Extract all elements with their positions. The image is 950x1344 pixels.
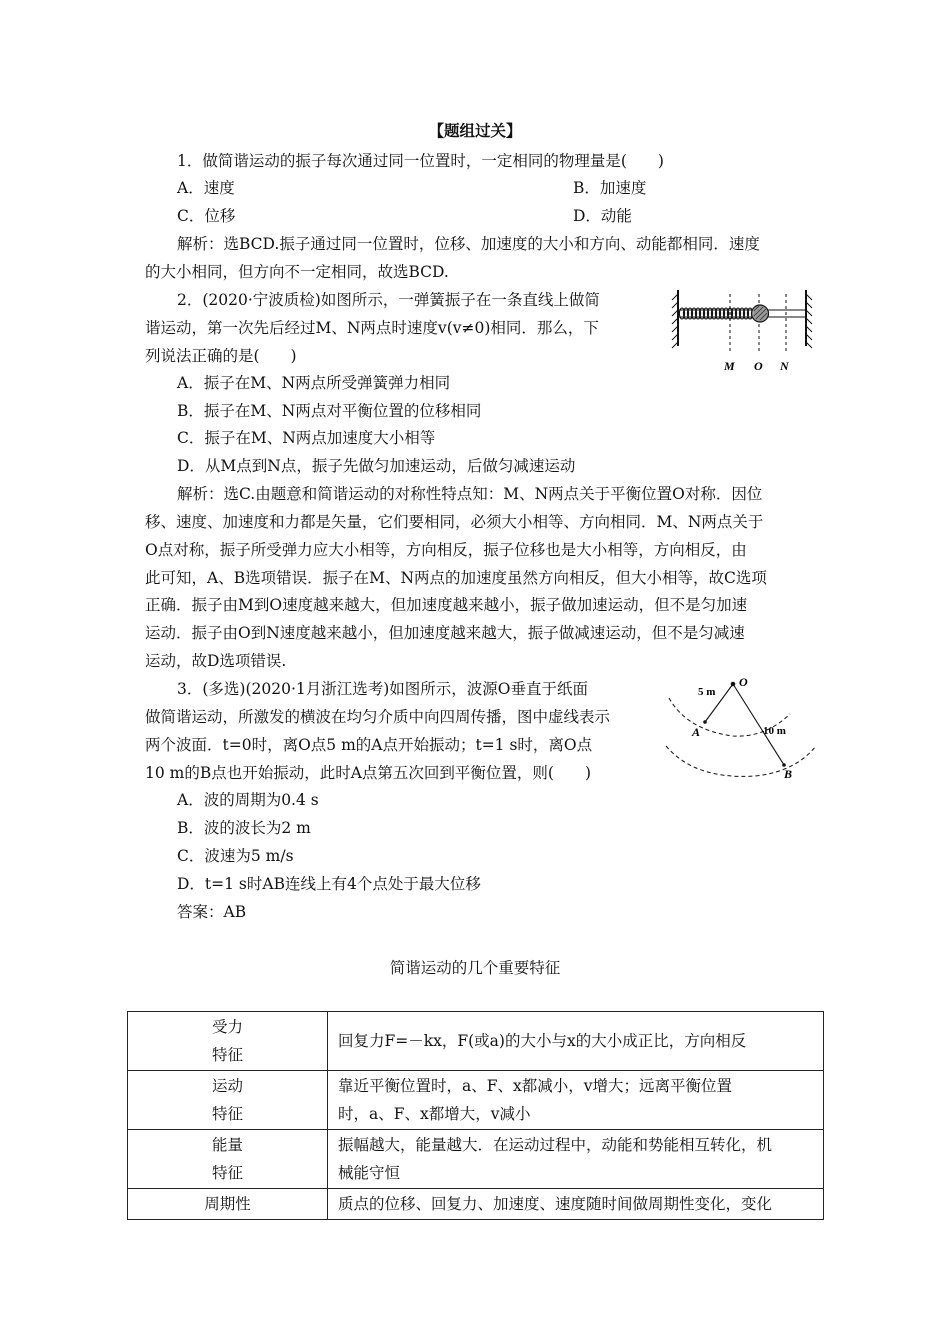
label-5m: 5 m [698, 686, 716, 698]
row-key-force [128, 1012, 328, 1071]
q3-option-a: A．波的周期为0.4 s [177, 791, 319, 809]
row-key-line: 特征 [211, 1164, 243, 1182]
row-value-motion [328, 1071, 824, 1130]
q2-analysis-line-1: 解析：选C.由题意和简谐运动的对称性特点知：M、N两点关于平衡位置O对称．因位 [177, 485, 763, 503]
q1-option-c: C．位移 [177, 207, 236, 225]
q3-option-b: B．波的波长为2 m [177, 819, 311, 837]
row-key-line: 运动 [211, 1077, 243, 1095]
point-a [703, 720, 707, 724]
q3-stem-line-3: 两个波面．t=0时，离O点5 m的A点开始振动；t=1 s时，离O点 [145, 736, 593, 754]
q3-option-d: D．t=1 s时AB连线上有4个点处于最大位移 [177, 875, 481, 893]
row-key-line: 特征 [211, 1046, 243, 1064]
q3-stem-line-1: 3．(多选)(2020·1月浙江选考)如图所示，波源O垂直于纸面 [177, 680, 588, 698]
q2-analysis-line-2: 移、速度、加速度和力都是矢量，它们要相同，必须大小相等、方向相同．M、N两点关于 [145, 513, 764, 531]
row-key-line: 受力 [211, 1018, 243, 1036]
row-value-force [328, 1012, 824, 1071]
q2-analysis-line-3: O点对称，振子所受弹力应大小相等，方向相反，振子位移也是大小相等，方向相反，由 [145, 541, 747, 559]
q3-stem-line-2: 做简谐运动，所激发的横波在均匀介质中向四周传播，图中虚线表示 [145, 708, 611, 726]
q2-analysis-line-4: 此可知，A、B选项错误．振子在M、N两点的加速度虽然方向相反，但大小相等，故C选项 [145, 569, 767, 587]
row-key-energy [128, 1130, 328, 1189]
q3-stem-line-4: 10 m的B点也开始振动，此时A点第五次回到平衡位置，则( ) [145, 764, 592, 782]
row-key-periodicity [128, 1189, 328, 1220]
q1-stem: 1．做简谐运动的振子每次通过同一位置时，一定相同的物理量是( ) [177, 152, 664, 170]
label-a: A [692, 725, 701, 739]
label-m: M [724, 359, 735, 373]
q2-stem-line-2: 谐运动，第一次先后经过M、N两点时速度v(v≠0)相同．那么，下 [145, 319, 599, 337]
q2-option-c: C．振子在M、N两点加速度大小相等 [177, 429, 436, 447]
row-key-line: 能量 [211, 1136, 243, 1154]
table-row [128, 1189, 824, 1220]
label-n: N [780, 359, 789, 373]
q2-stem-line-1: 2．(2020·宁波质检)如图所示，一弹簧振子在一条直线上做简 [177, 291, 600, 309]
row-value-line: 靠近平衡位置时，a、F、x都减小，v增大；远离平衡位置 [338, 1077, 732, 1095]
row-value-line: 械能守恒 [338, 1164, 401, 1182]
spring-oscillator-figure [668, 284, 818, 380]
wavefront-outer [666, 746, 816, 776]
section-header: 【题组过关】 [428, 121, 522, 140]
table-title: 简谐运动的几个重要特征 [389, 959, 561, 977]
label-b: B [784, 767, 793, 781]
row-key-motion [128, 1071, 328, 1130]
row-key-line: 特征 [211, 1105, 243, 1123]
label-o: O [754, 359, 763, 373]
source-point-o [731, 682, 736, 687]
wave-source-figure [660, 672, 820, 784]
q2-analysis-line-6: 运动．振子由O到N速度越来越小，但加速度越来越大，振子做减速运动，但不是匀减速 [145, 624, 745, 642]
q1-analysis-line-2: 的大小相同，但方向不一定相同，故选BCD. [145, 263, 449, 281]
row-value-periodicity [328, 1189, 824, 1220]
row-value-line: 振幅越大，能量越大．在运动过程中，动能和势能相互转化，机 [338, 1136, 773, 1154]
q1-option-a: A．速度 [177, 179, 235, 197]
table-row [128, 1012, 824, 1071]
q3-option-c: C．波速为5 m/s [177, 847, 294, 865]
q1-analysis-line-1: 解析：选BCD.振子通过同一位置时，位移、加速度的大小和方向、动能都相同．速度 [177, 235, 760, 253]
q1-option-b: B．加速度 [573, 179, 647, 197]
row-value-line: 回复力F=－kx，F(或a)的大小与x的大小成正比，方向相反 [338, 1032, 747, 1050]
table-row [128, 1071, 824, 1130]
row-value-energy [328, 1130, 824, 1189]
label-o: O [739, 675, 748, 689]
q3-answer: 答案：AB [177, 903, 247, 921]
q1-option-d: D．动能 [573, 207, 632, 225]
q2-analysis-line-7: 运动，故D选项错误. [145, 652, 287, 670]
q2-analysis-line-5: 正确．振子由M到O速度越来越大，但加速度越来越小，振子做加速运动，但不是匀加速 [145, 596, 748, 614]
q2-stem-line-3: 列说法正确的是( ) [145, 347, 297, 365]
q2-option-b: B．振子在M、N两点对平衡位置的位移相同 [177, 402, 482, 420]
row-value-line: 时，a、F、x都增大，v减小 [338, 1105, 531, 1123]
row-value-line: 质点的位移、回复力、加速度、速度随时间做周期性变化，变化 [338, 1195, 773, 1213]
table-row [128, 1130, 824, 1189]
q2-option-d: D．从M点到N点，振子先做匀加速运动，后做匀减速运动 [177, 457, 576, 475]
q2-option-a: A．振子在M、N两点所受弹簧弹力相同 [177, 374, 451, 392]
row-key-line: 周期性 [204, 1195, 251, 1213]
label-10m: 10 m [763, 725, 786, 737]
features-table [127, 1011, 824, 1220]
